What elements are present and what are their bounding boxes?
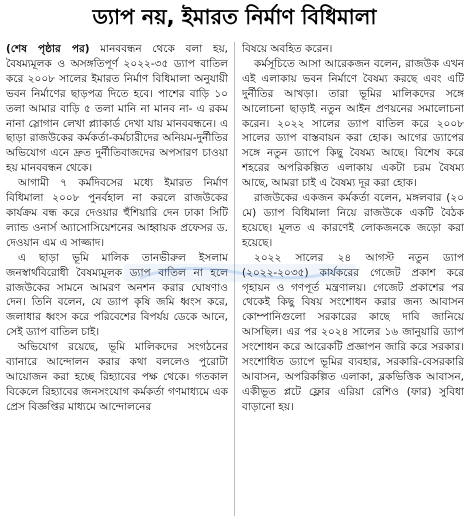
article-columns bbox=[6, 42, 464, 522]
paragraph-6: কর্মসূচিতে আসা আরেকজন বলেন, রাজউক এখন এই এলাকায় ভবন নির্মাণে বৈষম্য করছে এবং এটি দুর্নীতির আখড়া। তারা ভূমির মালিকদের সঙ্গে আলোচনা ছাড়াই নতুন আইন প্রণয়নের সমালোচনা করেন। ২০২২ সালের ড্যাপ বাতিল করে ২০০৮ সালের ড্যাপ বাস্তবায়ন করা হোক। আগের ড্যাপের সঙ্গে নতুন ড্যাপে কিছু বৈষম্য আছে। বিশেষ করে শহরের অপরিকল্পিত এলাকায় একটা চরম বৈষম্য আছে, আমরা চাই এ বৈষম্য দূর করা হোক। bbox=[242, 57, 464, 190]
paragraph-1 bbox=[6, 42, 228, 176]
paragraph-3: এ ছাড়া ভূমি মালিক তানভীরুল ইসলাম জনস্বার্থবিরোধী বৈষম্যমূলক ড্যাপ বাতিল না হলে রাজউকের সামনে আমরণ অনশন করার ঘোষণাও দেন। তিনি বলেন, যে ড্যাপ কৃষি জমি ধ্বংস করে, জলাধার ধ্বংস করে পরিবেশের বিপর্যয় ডেকে আনে, সেই ড্যাপ বাতিল চাই। bbox=[6, 251, 228, 339]
left-column bbox=[6, 42, 228, 522]
paragraph-4: অভিযোগ রয়েছে, ভূমি মালিকদের সংগঠনের ব্যানারে আন্দোলন করার কথা বললেও পুরোটা আয়োজন করা হচ্ছে রিহ্যাবের পক্ষ থেকে। গতকাল বিকেলে রিহ্যাবের জনসংযোগ কর্মকর্তা গণমাধ্যমে এক প্রেস বিজ্ঞপ্তির মাধ্যমে আন্দোলনের bbox=[6, 341, 228, 413]
column-divider bbox=[234, 42, 235, 516]
continuation-label: (শেষ পৃষ্ঠার পর) bbox=[6, 43, 90, 55]
paragraph-7: রাজউকের একজন কর্মকর্তা বলেন, মঙ্গলবার (২০ মে) ড্যাপ বিধিমালা নিয়ে রাজউকে একটি বৈঠক হয়েছে। মূলত এ কারণেই লোকজনকে জড়ো করা হয়েছে। bbox=[242, 192, 464, 249]
headline: ড্যাপ নয়, ইমারত নির্মাণ বিধিমালা bbox=[92, 5, 377, 29]
paragraph-5: বিষয়ে অবহিত করেন। bbox=[242, 43, 333, 55]
paragraph-1-text: মানববন্ধন থেকে বলা হয়, বৈষম্যমূলক ও অসঙ্গতিপূর্ণ ২০২২-৩৫ ড্যাপ বাতিল করে ২০০৮ সালের ইমারত নির্মাণ বিধিমালা অনুযায়ী ভবন নির্মাণের ছাড়পত্র দিতে হবে। পাশের বাড়ি ১০ তলা আমার বাড়ি ৫ তলা মানি না মানব না- এ রকম নানা স্লোগান লেখা প্ল্যাকার্ড দেখা যায় মানববন্ধনে। এ ছাড়া রাজউকের কর্মকর্তা-কর্মচারীদের অনিয়ম-দুর্নীতির অভিযোগ এনে দ্রুত দুর্নীতিবাজদের অপসারণ চাওয়া হয় মানববন্ধন থেকে। bbox=[6, 43, 228, 175]
paragraph-8: ২০২২ সালের ২৪ আগস্ট নতুন ড্যাপ (২০২২-২০৩৫) কার্যকরের গেজেট প্রকাশ করে গৃহায়ন ও গণপূর্ত মন্ত্রণালয়। গেজেট প্রকাশের পর থেকেই কিছু বিষয় সংশোধন করার জন্য আবাসন কোম্পানিগুলো সরকারের কাছে দাবি জানিয়ে আসছিল। এর পর ২০২৪ সালের ১৬ জানুয়ারি ড্যাপ সংশোধন করে আরেকটি প্রজ্ঞাপন জারি করে সরকার। সংশোধিত ড্যাপে ভূমির ব্যবহার, সরকারি-বেসরকারি আবাসন, অপরিকল্পিত এলাকা, ব্লকভিত্তিক আবাসন, একীভূত প্লটে ফ্লোর এরিয়া রেশিও (ফার) সুবিধা বাড়ানো হয়। bbox=[242, 251, 464, 413]
right-column bbox=[242, 42, 464, 522]
paragraph-2: আগামী ৭ কর্মদিবসের মধ্যে ইমারত নির্মাণ বিধিমালা ২০০৮ পুনর্বহাল না করলে রাজউকের কার্যক্রম বন্ধ করে দেওয়ার হুঁশিয়ারি দেন ঢাকা সিটি ল্যান্ড ওনার্স অ্যাসোসিয়েশনের আহ্বায়ক প্রফেসর ড. দেওয়ান এম এ সাজ্জাদ। bbox=[6, 177, 228, 249]
